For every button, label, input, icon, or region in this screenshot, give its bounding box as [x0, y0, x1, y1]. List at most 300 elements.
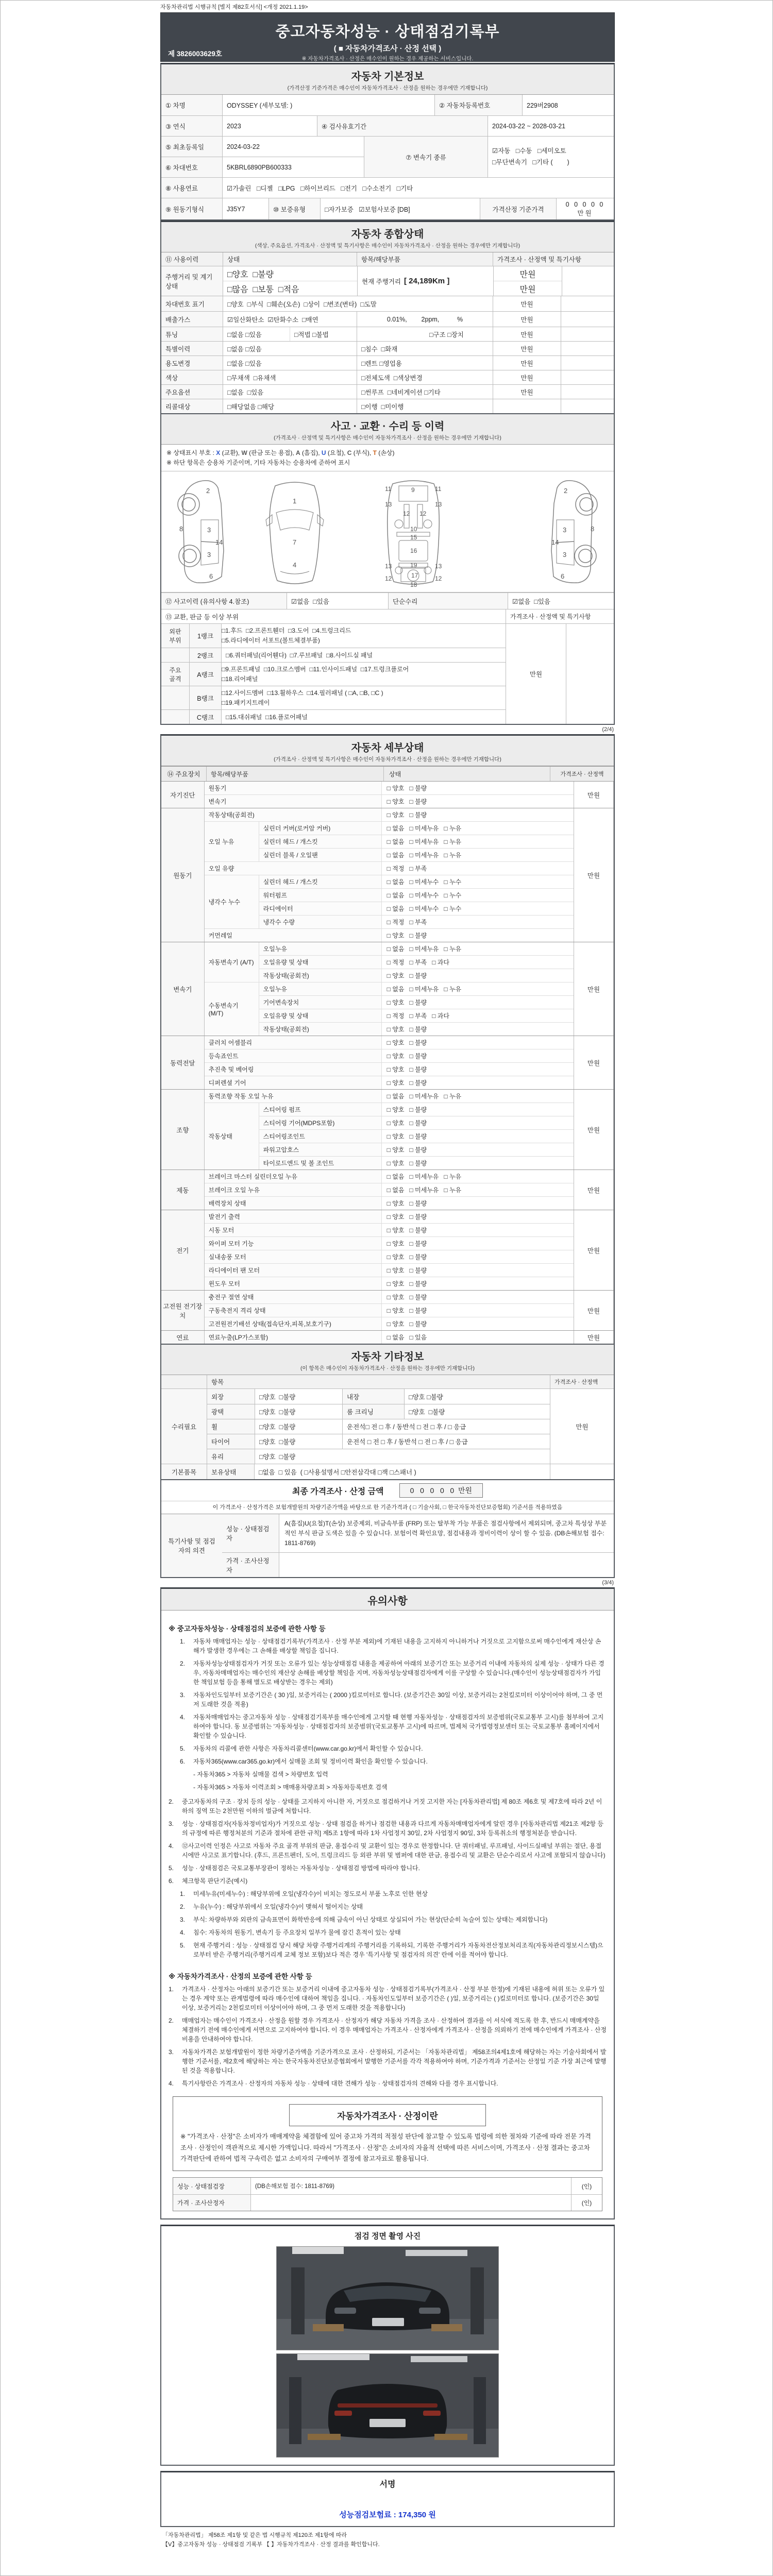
state-checkboxes[interactable]: □ 양호 □ 불량 — [381, 929, 548, 942]
inspection-photo-front — [276, 2246, 499, 2350]
option-price[interactable]: 만원 — [493, 385, 561, 399]
svg-text:7: 7 — [293, 538, 297, 547]
simple-repair-state[interactable]: ☑없음 □있음 — [508, 593, 614, 609]
subgroup-label: 수동변속기 (M/T) — [205, 982, 259, 1036]
footer-line-1: 「자동차관리법」 제58조 제1항 및 같은 법 시행규칙 제120조 제1항에 따라 — [162, 2532, 347, 2539]
tuning-label: 튜닝 — [161, 327, 223, 341]
svg-text:16: 16 — [410, 547, 417, 555]
legend-letter: T — [373, 449, 377, 456]
notice-list-a — [169, 1637, 607, 1792]
year-label: ③ 연식 — [161, 116, 222, 136]
etc-col-item: 항목 — [207, 1375, 550, 1388]
state-checkboxes[interactable]: □ 양호 □ 불량 — [381, 1224, 548, 1236]
item: 브레이크 마스터 실린더오일 누유 — [205, 1170, 381, 1183]
basic-info-subtitle: (가격산정 기준가격은 매수인이 자동차가격조사 · 산정을 원하는 경우에만 기재합니다) — [287, 85, 488, 91]
group-brake — [161, 1170, 614, 1210]
svg-text:13: 13 — [435, 501, 442, 509]
col-detail-state: 상태 — [383, 767, 550, 781]
group-label: 제동 — [161, 1170, 205, 1210]
special-note — [561, 342, 614, 355]
state-checkboxes[interactable]: □ 양호 □ 불량 — [381, 1036, 548, 1049]
item: 기어변속장치 — [259, 996, 381, 1009]
vin-mark-state[interactable]: □양호 □부식 □훼손(오손) □상이 □변조(변타) □도말 — [223, 296, 493, 311]
group-price[interactable]: 만원 — [574, 1291, 613, 1330]
accident-history-label: ⑫ 사고이력 (유의사항 4.참조) — [161, 593, 287, 609]
final-price-note: 이 가격조사 · 산정가격은 보험개발원의 차량기준가액을 바탕으로 한 기준가격과 ( □ 기술사회, □ 한국자동차진단보증협회) 기준서를 적용하였음 — [161, 1501, 614, 1514]
notice-header — [161, 1589, 614, 1611]
emission-state[interactable]: ☑일산화탄소 ☑탄화수소 □매연 — [223, 312, 357, 327]
special-price[interactable]: 만원 — [493, 342, 561, 355]
etc-table-header — [161, 1375, 614, 1388]
item: 충전구 절연 상태 — [205, 1291, 381, 1303]
subgroup-label: 오일 누유 — [205, 822, 259, 861]
valid-value: 2024-03-22 ~ 2028-03-21 — [488, 116, 614, 136]
legend-desc: (교환), — [220, 449, 242, 456]
vin-mark-price[interactable]: 만원 — [493, 296, 561, 311]
item: 등속죠인트 — [205, 1049, 381, 1062]
group-label: 연료 — [161, 1331, 205, 1344]
fuel-label: ⑧ 사용연료 — [161, 178, 222, 198]
recall-label: 리콜대상 — [161, 399, 223, 413]
group-note — [613, 942, 614, 1036]
glass-state[interactable]: □양호 □불량 — [255, 1449, 550, 1464]
state-checkboxes[interactable]: □ 없음 □ 미세누수 □ 누수 — [381, 902, 548, 915]
usage-note — [561, 356, 614, 370]
item: 작동상태(공회전) — [259, 1023, 381, 1036]
row-mileage — [161, 266, 614, 296]
year-value: 2023 — [222, 116, 317, 136]
state-checkboxes[interactable]: □ 양호 □ 불량 — [381, 1264, 548, 1277]
recall-item[interactable]: □이행 □미이행 — [357, 399, 493, 413]
polish-state[interactable]: □양호 □불량 — [255, 1404, 342, 1419]
state-checkboxes[interactable]: □ 적정 □ 부족 □ 과다 — [381, 956, 548, 969]
mileage-state-2[interactable]: □많음 □보통 □적음 — [227, 285, 299, 294]
state-checkboxes[interactable]: □ 양호 □ 불량 — [381, 1197, 548, 1210]
etc-price[interactable]: 만원 — [550, 1389, 614, 1464]
trans-checkboxes-1[interactable]: ☑자동 □수동 □세미오토 — [492, 147, 566, 155]
state-checkboxes[interactable]: □ 없음 □ 미세누유 □ 누유 — [381, 1090, 548, 1103]
state-checkboxes[interactable]: □ 없음 □ 미세누유 □ 누유 — [381, 849, 548, 861]
svg-text:12: 12 — [403, 510, 410, 518]
etc-table — [161, 1388, 614, 1464]
appraiser-opinion-text — [279, 1553, 614, 1577]
state-checkboxes[interactable]: □ 양호 □ 불량 — [381, 1250, 548, 1263]
notice-item: 5. 현재 주행거리 : 성능 · 상태점검 당시 해당 차량 주행거리계의 주행거리를 기록하되, 기록한 주행거리가 자동차전산정보처리조직(자동차관리정보시스템)으로부터 받은 주행거리(주행거리계 교체 정보 포함)보다 적은 경우 '특기사항 및 점검자의 의견' 란에 이를 적어야 합니다. — [180, 1942, 603, 1959]
trans-checkboxes-2[interactable]: □무단변속기 □기타 ( ) — [492, 158, 569, 166]
rank-price[interactable]: 만원 — [506, 624, 566, 724]
group-price[interactable]: 만원 — [574, 1036, 613, 1089]
item: 커먼레일 — [205, 929, 381, 942]
section-photos — [160, 2225, 615, 2466]
color-item[interactable]: □전체도색 □색상변경 — [357, 370, 493, 384]
tuning-price[interactable]: 만원 — [493, 327, 561, 341]
notice-item: 2. 중고자동차의 구조 · 장치 등의 성능 · 상태를 고지하지 아니한 자, 거짓으로 점검하거나 거짓 고지한 자는 [자동차관리법] 제 80조 제6호 및 제7호에 따라 2년 이하의 징역 또는 2천만원 이하의 벌금에 처합니다. — [169, 1798, 602, 1815]
exterior-state[interactable]: □양호 □불량 — [255, 1389, 342, 1404]
svg-text:6: 6 — [561, 572, 565, 581]
engine-type-label: ⑨ 원동기형식 — [161, 198, 222, 219]
svg-text:15: 15 — [410, 534, 417, 541]
inspection-photo-rear — [276, 2353, 499, 2458]
photos-title: 점검 정면 촬영 사진 — [354, 2232, 421, 2241]
group-price[interactable]: 만원 — [574, 942, 613, 1036]
polish-label: 광택 — [207, 1404, 255, 1419]
valid-label: ④ 검사유효기간 — [317, 116, 488, 136]
item: 파워고압호스 — [259, 1143, 381, 1156]
group-price[interactable]: 만원 — [574, 1331, 613, 1344]
item: 냉각수 수량 — [259, 916, 381, 928]
option-item[interactable]: □썬루프 □네비게이션 □기타 — [357, 385, 493, 399]
legend-letter: X — [216, 449, 221, 456]
tire-positions[interactable]: 운전석 □ 전 □ 후 / 동반석 □ 전 □ 후 / □ 응급 — [342, 1434, 550, 1449]
col-state: 상태 — [223, 252, 357, 266]
state-checkboxes[interactable]: □ 양호 □ 불량 — [381, 782, 548, 794]
confirm-block — [173, 2177, 602, 2211]
state-checkboxes[interactable]: □ 적정 □ 부족 □ 과다 — [381, 1009, 548, 1022]
state-checkboxes[interactable]: □ 양호 □ 불량 — [381, 1130, 548, 1143]
usage-label: 용도변경 — [161, 356, 223, 370]
item: 스티어링조인트 — [259, 1130, 381, 1143]
price-survey-box-body: ※ "가격조사 · 산정"은 소비자가 매매계약을 체결함에 있어 중고차 가격의 적절성 판단에 참고할 수 있도록 법령에 의한 절차와 기준에 따라 전문 가격조사 · 산정인이 객관적으로 제시한 가액입니다. 따라서 "가격조사 · 산정"은 소비자의 자율적 선택에 따른 서비스이며, 가격조사 · 산정 결과는 중고차 가격판단에 관하여 법적 구속력은 없고 소비자의 구매여부 결정에 참고자료로 활용됩니다. — [180, 2133, 591, 2162]
signature-title: 서명 — [379, 2480, 396, 2489]
inspection-site-text: (DB손해보험 접수: 1811-8769) — [250, 2178, 571, 2194]
color-note — [561, 370, 614, 384]
vin-mark-note — [561, 296, 614, 311]
option-note — [561, 385, 614, 399]
subgroup-label: 작동상태 — [205, 1103, 259, 1170]
row-main-option — [161, 384, 614, 399]
svg-text:12: 12 — [419, 510, 427, 518]
state-checkboxes[interactable]: □ 없음 □ 미세누유 □ 누유 — [381, 835, 548, 848]
color-state[interactable]: □무채색 □유채색 — [223, 370, 357, 384]
rank1-items-2[interactable]: □5.라디에이터 서포트(볼트체결부품) — [222, 637, 320, 645]
row-car-name — [161, 95, 614, 115]
inspector-label: 성능 · 상태점검자 — [222, 1514, 279, 1552]
usage-price[interactable]: 만원 — [493, 356, 561, 370]
usage-item[interactable]: □렌트 □영업용 — [357, 356, 493, 370]
rank-note — [566, 624, 614, 724]
base-price-value: 0 0 0 0 0 만원 — [556, 198, 614, 219]
svg-text:2: 2 — [564, 487, 568, 495]
frame-label: 주요골격 — [161, 663, 189, 686]
section-detail-condition — [160, 734, 615, 1578]
state-checkboxes[interactable]: □ 양호 □ 불량 — [381, 996, 548, 1009]
group-price[interactable]: 만원 — [574, 1210, 613, 1290]
exchange-header-label: ⑬ 교환, 판금 등 이상 부위 — [165, 613, 239, 621]
notice-title: 유의사항 — [367, 1596, 408, 1607]
state-checkboxes[interactable]: □ 적정 □ 부족 — [381, 916, 548, 928]
tuning-state-2[interactable]: □적법 □불법 — [290, 327, 357, 341]
tuning-note — [561, 327, 614, 341]
notice-item: 6. 자동차365(www.car365.go.kr)에서 실매물 조회 및 정비이력 확인을 확인할 수 있습니다. — [180, 1758, 428, 1766]
accident-header — [161, 413, 614, 445]
col-item-part: 항목/해당부품 — [207, 767, 383, 781]
group-label: 변속기 — [161, 942, 205, 1036]
notice-item: - 자동차365 > 자동차 이력조회 > 매매용차량조회 > 자동차등록번호 검색 — [193, 1784, 388, 1791]
section-signature — [160, 2471, 615, 2527]
svg-text:3: 3 — [207, 551, 211, 559]
notice-item: 3. 자동차인도일부터 보증기간은 ( 30 )일, 보증거리는 ( 2000 )킬로미터로 합니다. (보증기간은 30일 이상, 보증거리는 2천킬로미터 이상이어야 하며, 그 중 먼저 도래한 것을 적용) — [180, 1691, 603, 1708]
warranty-label: ⑩ 보증유형 — [268, 198, 320, 219]
state-checkboxes[interactable]: □ 양호 □ 불량 — [381, 808, 548, 821]
state-checkboxes[interactable]: □ 없음 □ 있음 — [381, 1331, 548, 1344]
item: 브레이크 오일 누유 — [205, 1183, 381, 1196]
svg-text:13: 13 — [385, 501, 392, 509]
overall-table-header — [161, 252, 614, 266]
group-price[interactable]: 만원 — [574, 1090, 613, 1170]
law-note: 자동차관리법 시행규칙 [별지 제82호서식] <개정 2021.1.19> — [160, 4, 308, 10]
trans-value[interactable] — [488, 137, 614, 177]
item: 워터펌프 — [259, 889, 381, 902]
state-checkboxes[interactable]: □ 없음 □ 미세누유 □ 누유 — [381, 1183, 548, 1196]
emission-label: 배출가스 — [161, 312, 223, 327]
section-basic-info — [160, 63, 615, 221]
state-checkboxes[interactable]: □ 양호 □ 불량 — [381, 969, 548, 982]
color-label: 색상 — [161, 370, 223, 384]
appraiser-site-text — [250, 2195, 571, 2211]
rank1-items-1[interactable]: □1.후드 □2.프론트휀더 □3.도어 □4.트렁크리드 — [222, 627, 351, 635]
state-checkboxes[interactable]: □ 양호 □ 불량 — [381, 1157, 548, 1170]
inspector-opinion-text: A(흠집)U(요철)T(손상) 보증제외, 비금속부품 (FRP) 또는 탈부착 가능 부품은 점검사항에서 제외되며, 중고차 특성상 부분적인 부식 판금 도색은 있을 수 있습니다. 보험이력 확인요망, 점검내용과 정비이력이 상이 할 수 있음. (DB손해보험 접수: 1811-8769) — [279, 1514, 614, 1552]
insurance-fee: 성능점검보험료 : 174,350 원 — [339, 2511, 436, 2520]
svg-text:8: 8 — [179, 525, 183, 533]
appraiser-site-label: 가격 · 조사산정자 — [173, 2195, 250, 2211]
notice-heading-2: ※ 자동차가격조사 · 산정의 보증에 관한 사항 등 — [169, 1973, 312, 1981]
signature-area[interactable] — [161, 2492, 614, 2509]
col-detail-price: 가격조사 · 산정액 — [550, 767, 614, 781]
state-checkboxes[interactable]: □ 양호 □ 불량 — [381, 1063, 548, 1076]
subgroup-label: 자동변속기 (A/T) — [205, 942, 259, 982]
simple-repair-label: 단순수리 — [388, 593, 508, 609]
base-price-label: 가격산정 기준가격 — [480, 198, 556, 219]
room-cleaning-state[interactable]: □양호 □불량 — [404, 1404, 550, 1419]
glass-label: 유리 — [207, 1449, 255, 1464]
svg-text:9: 9 — [411, 486, 415, 494]
notice-list-b6 — [169, 1889, 607, 1959]
accident-history-state[interactable]: ☑없음 □있음 — [287, 593, 388, 609]
recall-price — [493, 399, 561, 413]
basic-items-label: 기본품목 — [161, 1464, 207, 1479]
item: 오일누유 — [259, 982, 381, 995]
usage-state[interactable]: □없음 □있음 — [223, 356, 357, 370]
state-checkboxes[interactable]: □ 양호 □ 불량 — [381, 1116, 548, 1129]
state-checkboxes[interactable]: □ 양호 □ 불량 — [381, 1023, 548, 1036]
group-transmission — [161, 942, 614, 1036]
first-reg-label: ⑤ 최초등록일 — [161, 137, 222, 157]
svg-text:12: 12 — [435, 575, 442, 583]
group-note — [613, 1210, 614, 1290]
item: 오일 유량 — [205, 862, 381, 875]
notice-list-b — [169, 1797, 607, 1886]
item: 추진축 및 베어링 — [205, 1063, 381, 1076]
etc-title: 자동차 기타정보 — [351, 1351, 424, 1363]
special-state[interactable]: □없음 □있음 — [223, 342, 357, 355]
option-label: 주요옵션 — [161, 385, 223, 399]
mileage-item — [357, 266, 493, 296]
state-checkboxes[interactable]: □ 없음 □ 미세누유 □ 누유 — [381, 982, 548, 995]
row-emission — [161, 311, 614, 327]
interior-state[interactable]: □양호 □불량 — [404, 1389, 550, 1404]
rank1-label: 1랭크 — [189, 624, 221, 648]
group-label: 전기 — [161, 1210, 205, 1290]
row-usage-change — [161, 355, 614, 370]
mileage-price-2[interactable]: 만원 — [519, 285, 536, 294]
recall-state[interactable]: □해당없음 □해당 — [223, 399, 357, 413]
exchange-header-price: 가격조사 · 산정액 및 특기사항 — [506, 609, 614, 623]
svg-text:4: 4 — [293, 561, 297, 569]
notice-item: 2. 매매업자는 매수인이 가격조사 · 산정을 원할 경우 가격조사 · 산정자가 해당 자동차 가격을 조사 · 산정하여 결과를 이 서식에 적도록 한 후, 반드시 매매계약을 체결하기 전에 매수인에게 서면으로 고지하여야 합니다. 이 경우 매매업자는 가격조사 · 산정자에게 가격조사 · 산정을 의뢰하기 전에 매수인에게 가격조사 · 산정 비용을 안내하여야 합니다. — [169, 2017, 607, 2043]
vin-value: 5KBRL6890PB600333 — [222, 157, 364, 177]
special-item[interactable]: □침수 □화재 — [357, 342, 493, 355]
vin-mark-label: 차대번호 표기 — [161, 296, 223, 311]
vin-label: ⑥ 차대번호 — [161, 157, 222, 177]
exterior-label: 외장 — [207, 1389, 255, 1404]
tire-state[interactable]: □양호 □불량 — [255, 1434, 342, 1449]
state-checkboxes[interactable]: □ 양호 □ 불량 — [381, 1277, 548, 1290]
rankB-items-2[interactable]: □19.패키지트레이 — [222, 699, 270, 706]
item: 동력조향 작동 오일 누유 — [205, 1090, 381, 1103]
detail-title: 자동차 세부상태 — [351, 742, 424, 754]
group-label: 조향 — [161, 1090, 205, 1170]
item: 윈도우 모터 — [205, 1277, 381, 1290]
group-price[interactable]: 만원 — [574, 782, 613, 808]
notice-item: 5. 성능 · 상태점검은 국토교통부장관이 정하는 자동차성능 · 상태점검 방법에 따라야 합니다. — [169, 1865, 420, 1872]
item: 타이로드엔드 및 볼 조인트 — [259, 1157, 381, 1170]
group-note — [613, 782, 614, 808]
state-checkboxes[interactable]: □ 없음 □ 미세누수 □ 누수 — [381, 889, 548, 902]
warranty-checkboxes[interactable]: □자가보증 ☑보험사보증 [DB] — [320, 198, 480, 219]
item: 원동기 — [205, 782, 381, 794]
fuel-checkboxes[interactable]: ☑가솔린 □디젤 □LPG □하이브리드 □전기 □수소전기 □기타 — [222, 178, 614, 198]
mileage-price-1[interactable]: 만원 — [494, 266, 562, 281]
wheel-state[interactable]: □양호 □불량 — [255, 1419, 342, 1434]
group-price[interactable]: 만원 — [574, 808, 613, 942]
car-name-value: ODYSSEY (세부모델: ) — [222, 95, 434, 115]
report-header — [160, 12, 615, 62]
mileage-state-1[interactable]: □양호 □불량 — [223, 266, 357, 281]
rankA-items-2[interactable]: □18.리어패널 — [222, 675, 258, 683]
item: 고전원전기배선 상태(접속단자,피복,보호기구) — [205, 1317, 381, 1330]
rankA-items-1[interactable]: □9.프론트패널 □10.크로스멤버 □11.인사이드패널 □17.트렁크플로어 — [222, 665, 409, 673]
group-label: 동력전달 — [161, 1036, 205, 1089]
state-checkboxes[interactable]: □ 없음 □ 미세누유 □ 누유 — [381, 942, 548, 955]
group-label: 고전원 전기장치 — [161, 1291, 205, 1330]
rankB-items-1[interactable]: □12.사이드멤버 □13.휠하우스 □14.필러패널 ( □A, □B, □C ) — [222, 689, 383, 697]
group-price[interactable]: 만원 — [574, 1170, 613, 1210]
special-label: 특별이력 — [161, 342, 223, 355]
state-checkboxes[interactable]: □ 양호 □ 불량 — [381, 1143, 548, 1156]
row-tuning — [161, 327, 614, 341]
row-final-price — [161, 1479, 614, 1501]
svg-text:18: 18 — [410, 581, 417, 589]
accident-legend — [161, 445, 614, 471]
option-state[interactable]: □없음 □있음 — [223, 385, 357, 399]
state-checkboxes[interactable]: □ 없음 □ 미세누수 □ 누수 — [381, 875, 548, 888]
state-checkboxes[interactable]: □ 적정 □ 부족 — [381, 862, 548, 875]
group-note — [613, 808, 614, 942]
mileage-value: [ 24,189Km ] — [404, 277, 450, 285]
svg-text:8: 8 — [591, 525, 595, 533]
notice-item: 4. 침수: 자동차의 원동기, 변속기 등 주요장치 일부가 물에 잠긴 흔적이 있는 상태 — [180, 1929, 401, 1937]
state-checkboxes[interactable]: □ 양호 □ 불량 — [381, 1237, 548, 1250]
state-checkboxes[interactable]: □ 양호 □ 불량 — [381, 1304, 548, 1317]
etc-col-price: 가격조사 · 산정액 — [550, 1375, 614, 1388]
detail-subtitle: (가격조사 · 산정액 및 특기사항은 매수인이 자동차가격조사 · 산정을 원하는 경우에만 기재합니다) — [274, 756, 501, 763]
row-basic-items — [161, 1464, 614, 1479]
state-checkboxes[interactable]: □ 양호 □ 불량 — [381, 1291, 548, 1303]
item: 발전기 출력 — [205, 1210, 381, 1223]
state-checkboxes[interactable]: □ 양호 □ 불량 — [381, 1103, 548, 1116]
col-item: 항목/해당부품 — [357, 252, 493, 266]
state-checkboxes[interactable]: □ 없음 □ 미세누유 □ 누유 — [381, 822, 548, 835]
legend-desc: (판금 또는 용접), — [247, 449, 296, 456]
item: 스티어링 펌프 — [259, 1103, 381, 1116]
item: 라디에이터 팬 모터 — [205, 1264, 381, 1277]
row-engine-warranty — [161, 198, 614, 219]
engine-type-value: J35Y7 — [222, 198, 268, 219]
emission-values: 0.01%, 2ppm, % — [357, 312, 493, 327]
rank2-items[interactable]: □6.쿼터패널(리어휀다) □7.루브패널 □8.사이드실 패널 — [221, 648, 506, 662]
item: 오일유량 및 상태 — [259, 956, 381, 969]
item: 작동상태(공회전) — [259, 969, 381, 982]
page-marker-2: (2/4) — [602, 726, 614, 733]
accident-title: 사고 · 교환 · 수리 등 이력 — [330, 421, 445, 432]
group-powertrain — [161, 1036, 614, 1089]
appraiser-label: 가격 · 조사산정자 — [222, 1553, 279, 1577]
emission-price[interactable]: 만원 — [493, 312, 561, 327]
appraiser-site-seal: (인) — [571, 2195, 602, 2211]
rankA-label: A랭크 — [189, 663, 221, 686]
document-number: 제 3826003629호 — [168, 50, 222, 58]
state-checkboxes[interactable]: □ 양호 □ 불량 — [381, 1210, 548, 1223]
color-price[interactable]: 만원 — [493, 370, 561, 384]
wheel-positions[interactable]: 운전석□ 전 □ 후 / 동반석 □ 전 □ 후 / □ 응급 — [342, 1419, 550, 1434]
basic-info-title: 자동차 기본정보 — [351, 71, 424, 82]
rankC-label: C랭크 — [189, 710, 221, 724]
notice-item: 3. 성능 · 상태점검자(자동차정비업자)가 거짓으로 성능 · 상태 점검을 하거나 점검한 내용과 다르게 자동차매매업자에게 알린 경우 [자동차관리법 제21조 제2항 등의 규정에 따른 행정처분의 기준과 절차에 관한 규칙] 제5조 1항에 따라 1차 사업정지 30일, 2차 사업정지 90일, 3차 등록취소의 행정처분을 받습니다. — [169, 1820, 604, 1837]
recall-note — [561, 399, 614, 413]
price-survey-select-line: ( ■ 자동차가격조사 · 산정 선택 ) — [333, 44, 442, 53]
group-fuel — [161, 1330, 614, 1344]
row-year — [161, 115, 614, 136]
overall-title: 자동차 종합상태 — [351, 229, 424, 240]
state-checkboxes[interactable]: □ 양호 □ 불량 — [381, 1317, 548, 1330]
state-checkboxes[interactable]: □ 없음 □ 미세누유 □ 누유 — [381, 1170, 548, 1183]
price-survey-info-box — [173, 2096, 602, 2171]
legend-desc: (부식), — [351, 449, 373, 456]
notice-item: 2. 자동차성능상태점검자가 거짓 또는 오류가 있는 성능상태점검 내용을 제공하여 아래의 보증기간 또는 보증거리 이내에 자동차의 실제 성능 · 상태가 다른 경우, 자동차매매업자는 매수인의 재산상 손해를 배상할 책임을 지며, 자동차성능상태점검자에게 이를 구상할 수 있습니다.(매수인이 성능상태점검자가 가입한 책임보험 등을 통해 별도로 배상받는 경우는 제외) — [180, 1660, 604, 1686]
state-checkboxes[interactable]: □ 양호 □ 불량 — [381, 795, 548, 808]
legend-letter: U — [321, 449, 326, 456]
reg-no-value: 229버2908 — [522, 95, 614, 115]
row-vin-mark — [161, 296, 614, 311]
hold-state-checkboxes[interactable]: □없음 □ 있음 ( □사용설명서 □안전삼각대 □잭 □스패너 ) — [254, 1464, 550, 1479]
notice-item: 4. 특기사항란은 가격조사 · 산정자의 자동차 성능 · 상태에 대한 견해가 성능 · 상태점검자의 견해와 다를 경우 표시합니다. — [169, 2080, 498, 2088]
section-notices — [160, 1587, 615, 2219]
room-cleaning-label: 룸 크리닝 — [342, 1404, 404, 1419]
outer-panel-label: 외판부위 — [161, 624, 189, 648]
rankC-items[interactable]: □15.대쉬패널 □16.플로어패널 — [221, 710, 506, 724]
svg-text:11: 11 — [435, 485, 442, 493]
state-checkboxes[interactable]: □ 양호 □ 불량 — [381, 1076, 548, 1089]
legend-prefix: ※ 상태표시 부호 : — [166, 449, 216, 456]
svg-text:12: 12 — [385, 575, 392, 583]
tuning-state-1[interactable]: □없음 □있음 — [223, 327, 290, 341]
state-checkboxes[interactable]: □ 양호 □ 불량 — [381, 1049, 548, 1062]
mileage-note — [562, 266, 614, 296]
footer-line-2: 【V】중고자동차 성능 · 상태점검 기록부 【 】자동차가격조사 · 산정 결과를 확인합니다. — [162, 2541, 380, 2548]
tuning-item[interactable]: □구조 □장치 — [357, 327, 493, 341]
row-recall — [161, 399, 614, 413]
